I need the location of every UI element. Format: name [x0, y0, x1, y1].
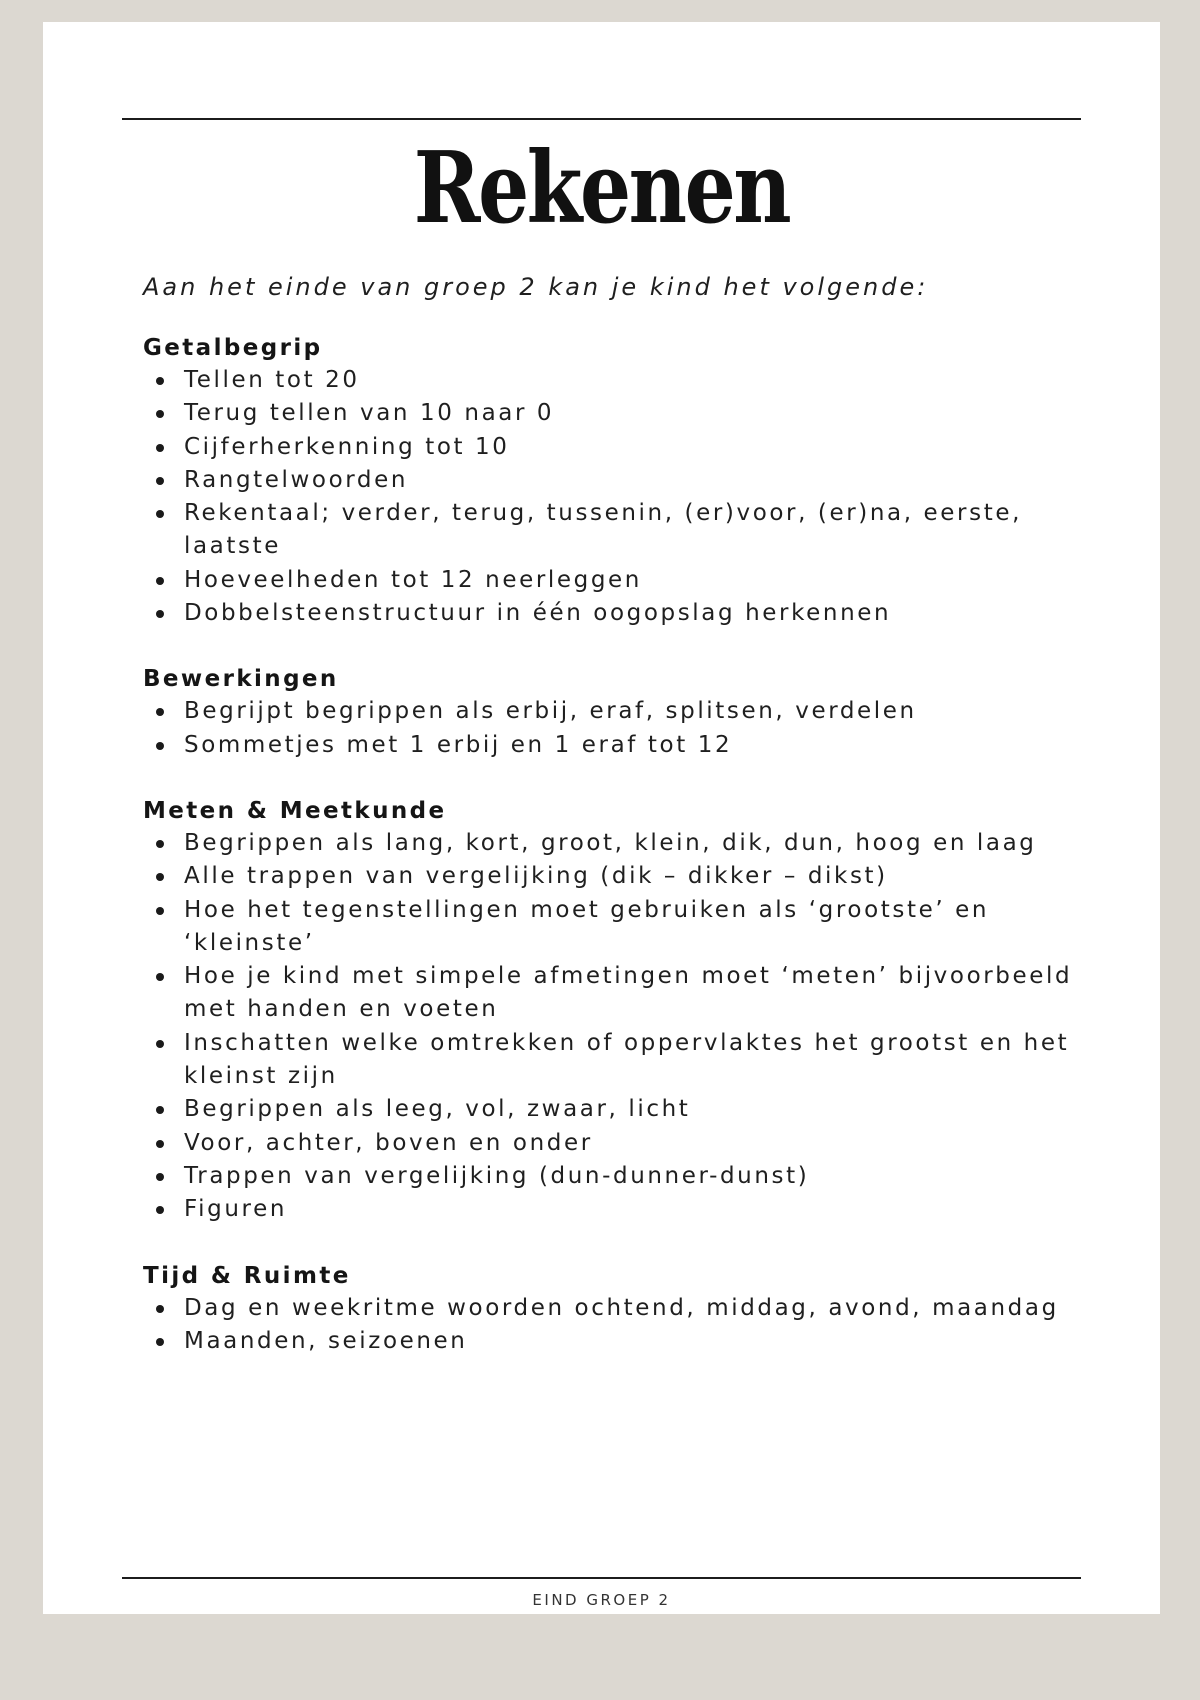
list-item-text: Begrippen als leeg, vol, zwaar, licht	[184, 1096, 691, 1123]
list-item-text: Begrippen als lang, kort, groot, klein, dik, dun, hoog en laag	[184, 829, 1037, 856]
list-item-text: Begrijpt begrippen als erbij, eraf, splitsen, verdelen	[184, 698, 917, 725]
top-divider	[122, 118, 1081, 120]
list-item-text: Maanden, seizoenen	[184, 1327, 468, 1354]
bullet-icon	[156, 873, 164, 881]
bullet-icon	[156, 1140, 164, 1148]
list-item-text: Trappen van vergelijking (dun-dunner-dunst)	[184, 1162, 810, 1189]
list-item	[143, 960, 1104, 1027]
content-area	[143, 332, 1103, 1391]
list-item-text: Hoe het tegenstellingen moet gebruiken als ‘grootste’ en ‘kleinste’	[184, 896, 990, 956]
bullet-icon	[156, 1305, 164, 1313]
bullet-list	[143, 1292, 1103, 1359]
list-item-text: Voor, achter, boven en onder	[184, 1129, 593, 1156]
list-item	[143, 464, 1104, 497]
intro-text: Aan het einde van groep 2 kan je kind het volgende:	[143, 273, 929, 301]
list-item	[143, 1160, 1104, 1193]
bullet-icon	[156, 1206, 164, 1214]
page-footer: EIND GROEP 2	[532, 1591, 671, 1609]
bullet-icon	[156, 377, 164, 385]
bullet-icon	[156, 1106, 164, 1114]
list-item-text: Inschatten welke omtrekken of oppervlaktes het grootst en het kleinst zijn	[184, 1029, 1070, 1090]
list-item-text: Sommetjes met 1 erbij en 1 eraf tot 12	[184, 731, 733, 758]
list-item-text: Hoe je kind met simpele afmetingen moet ‘meten’ bijvoorbeeld met handen en voeten	[184, 963, 1073, 1023]
bullet-icon	[156, 577, 164, 585]
list-item	[143, 1193, 1104, 1226]
bullet-icon	[156, 477, 164, 485]
list-item	[143, 894, 1104, 961]
list-item	[143, 827, 1104, 860]
list-item	[143, 1093, 1104, 1126]
bullet-icon	[156, 742, 164, 750]
bullet-list	[143, 695, 1103, 762]
list-item	[143, 564, 1104, 597]
bullet-icon	[156, 444, 164, 452]
list-item-text: Terug tellen van 10 naar 0	[184, 400, 555, 427]
bullet-icon	[156, 1338, 164, 1346]
bullet-icon	[156, 708, 164, 716]
section-getalbegrip	[143, 332, 1103, 630]
section-heading: Bewerkingen	[143, 666, 339, 693]
list-item	[143, 1292, 1104, 1325]
list-item	[143, 1325, 1104, 1358]
page-title: Rekenen	[413, 131, 790, 246]
bullet-icon	[156, 973, 164, 981]
bottom-divider	[122, 1577, 1081, 1579]
list-item	[143, 1127, 1104, 1160]
list-item	[143, 729, 1104, 762]
section-heading: Meten & Meetkunde	[143, 797, 447, 824]
list-item	[143, 364, 1104, 397]
bullet-icon	[156, 840, 164, 848]
list-item	[143, 1027, 1104, 1094]
list-item	[143, 597, 1104, 630]
list-item-text: Figuren	[184, 1196, 288, 1223]
list-item	[143, 497, 1104, 564]
list-item-text: Dobbelsteenstructuur in één oogopslag herkennen	[184, 600, 892, 627]
bullet-icon	[156, 907, 164, 915]
section-meten-meetkunde	[143, 795, 1103, 1227]
bullet-icon	[156, 1040, 164, 1048]
list-item	[143, 397, 1104, 430]
bullet-icon	[156, 510, 164, 518]
document-page	[43, 22, 1160, 1614]
list-item-text: Dag en weekritme woorden ochtend, middag, avond, maandag	[184, 1294, 1059, 1321]
bullet-icon	[156, 410, 164, 418]
bullet-icon	[156, 610, 164, 618]
section-bewerkingen	[143, 663, 1103, 762]
section-tijd-ruimte	[143, 1260, 1103, 1359]
bullet-list	[143, 364, 1103, 630]
bullet-list	[143, 827, 1103, 1227]
list-item-text: Rekentaal; verder, terug, tussenin, (er)voor, (er)na, eerste, laatste	[184, 500, 1022, 560]
list-item-text: Alle trappen van vergelijking (dik – dikker – dikst)	[184, 863, 888, 890]
bullet-icon	[156, 1173, 164, 1181]
section-heading: Getalbegrip	[143, 335, 323, 361]
list-item	[143, 431, 1104, 464]
list-item-text: Cijferherkenning tot 10	[184, 433, 510, 460]
list-item-text: Rangtelwoorden	[184, 466, 409, 493]
list-item	[143, 695, 1104, 728]
list-item-text: Hoeveelheden tot 12 neerleggen	[184, 566, 642, 593]
list-item-text: Tellen tot 20	[184, 367, 360, 393]
section-heading: Tijd & Ruimte	[143, 1262, 351, 1289]
list-item	[143, 860, 1104, 893]
